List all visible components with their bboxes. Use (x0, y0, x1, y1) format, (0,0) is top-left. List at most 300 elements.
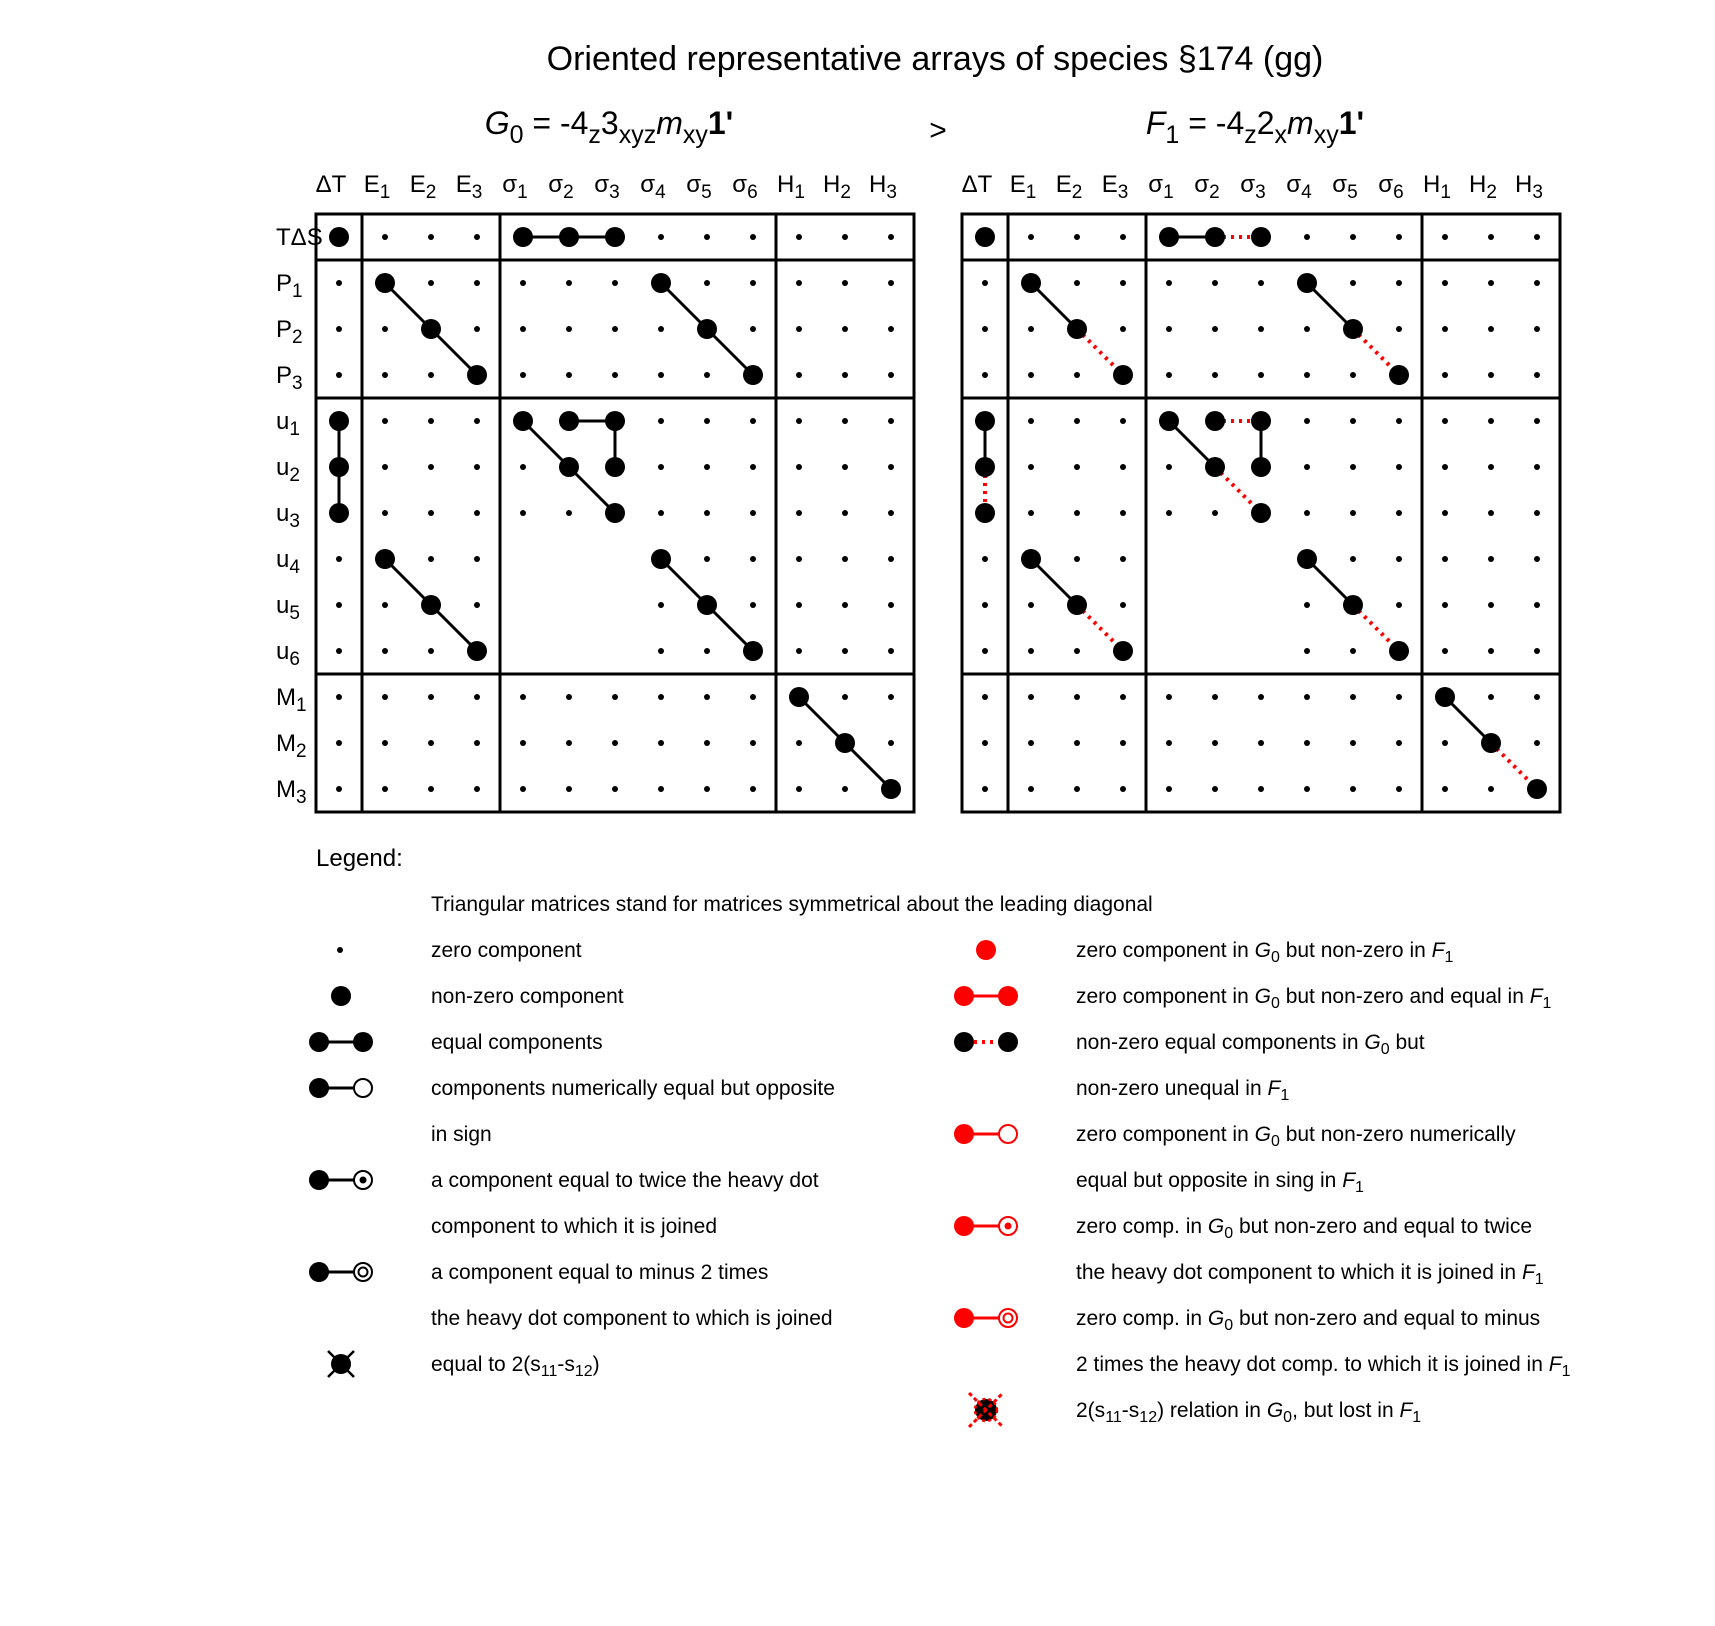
text-run: equal to 2(s (431, 1353, 541, 1376)
text-run: 2(s (1076, 1399, 1106, 1422)
zero-component (704, 418, 710, 424)
text-run: F (1529, 985, 1543, 1008)
zero-component (1442, 234, 1448, 240)
zero-component (566, 280, 572, 286)
zero-component (1396, 464, 1402, 470)
legend-text (431, 1215, 717, 1238)
text-run: F (1548, 1353, 1562, 1376)
zero-component (612, 786, 618, 792)
nonzero-component (421, 319, 441, 339)
zero-component (982, 694, 988, 700)
zero-component (382, 372, 388, 378)
text-run: 2 (1209, 182, 1220, 204)
nonzero-component (1343, 319, 1363, 339)
legend-symbol-dotted-link (954, 1032, 1018, 1052)
nonzero-component (467, 641, 487, 661)
nonzero-component (605, 503, 625, 523)
text-run: G (1254, 939, 1271, 962)
zero-component (1442, 648, 1448, 654)
zero-component (474, 740, 480, 746)
text-run: G (1254, 985, 1271, 1008)
zero-component (750, 602, 756, 608)
zero-component (1350, 740, 1356, 746)
legend-text (1076, 939, 1453, 966)
text-run: 1 (1412, 1409, 1422, 1427)
zero-component (982, 602, 988, 608)
row-label (276, 684, 307, 716)
zero-component (1028, 326, 1034, 332)
text-run: 1 (292, 281, 303, 303)
row-label (276, 638, 300, 670)
nonzero-component (1067, 319, 1087, 339)
zero-component (1442, 464, 1448, 470)
text-run: 0 (1380, 1041, 1390, 1059)
text-run: 11 (1105, 1409, 1122, 1427)
zero-component (1534, 418, 1540, 424)
text-run: TΔS (276, 224, 323, 251)
zero-component (796, 510, 802, 516)
text-run: 0 (1270, 1133, 1280, 1151)
text-run: xyz (618, 120, 657, 149)
column-label (1469, 171, 1497, 203)
zero-component (750, 786, 756, 792)
text-run: 2 (1071, 182, 1083, 204)
zero-component (1258, 694, 1264, 700)
zero-component (704, 556, 710, 562)
zero-component (1166, 326, 1172, 332)
zero-component (1258, 786, 1264, 792)
zero-component (1028, 602, 1034, 608)
zero-component (1350, 464, 1356, 470)
text-run: H (777, 171, 795, 198)
text-run: G (1266, 1399, 1284, 1422)
zero-component (612, 740, 618, 746)
column-label (823, 171, 851, 203)
zero-component (1442, 326, 1448, 332)
zero-component (336, 556, 342, 562)
nonzero-component (1113, 641, 1133, 661)
zero-component (1350, 648, 1356, 654)
nonzero-component (1297, 549, 1317, 569)
nonzero-component (513, 411, 533, 431)
text-run: but non-zero and equal to minus (1233, 1307, 1541, 1330)
legend-text (431, 1123, 492, 1146)
matrix-g0 (276, 105, 914, 812)
zero-component (1396, 418, 1402, 424)
text-run: F (1399, 1399, 1413, 1422)
text-run: 0 (1224, 1317, 1234, 1335)
zero-component (1442, 556, 1448, 562)
nonzero-component (789, 687, 809, 707)
text-run: 11 (540, 1363, 558, 1381)
text-run: u (276, 592, 290, 619)
symbol-heavy-dot (954, 1032, 974, 1052)
zero-component (382, 694, 388, 700)
zero-component (1028, 372, 1034, 378)
zero-component (1074, 372, 1080, 378)
column-label (1332, 171, 1357, 203)
text-run: 1 (794, 182, 805, 204)
row-label (276, 270, 303, 302)
legend-text (1076, 1261, 1544, 1288)
text-run: E (409, 171, 426, 198)
column-label (1240, 171, 1265, 203)
text-run: 12 (1139, 1409, 1158, 1427)
zero-component (1166, 372, 1172, 378)
zero-component (1120, 464, 1126, 470)
text-run: zero comp. in (1076, 1307, 1208, 1330)
zero-component (658, 740, 664, 746)
zero-component (658, 786, 664, 792)
legend-text (1076, 1169, 1364, 1196)
zero-component (796, 556, 802, 562)
symbol-heavy-dot (954, 1124, 974, 1144)
symbol-second-dot (998, 1032, 1018, 1052)
zero-component (428, 510, 434, 516)
text-run: 2 (292, 327, 303, 349)
text-run: the heavy dot component to which is joined (431, 1307, 833, 1330)
zero-component (1166, 510, 1172, 516)
zero-component (888, 694, 894, 700)
symbol-center-dot (360, 1177, 367, 1184)
column-label (1194, 171, 1219, 203)
legend-text (431, 985, 624, 1008)
nonzero-component (881, 779, 901, 799)
zero-component (1028, 786, 1034, 792)
text-run: 3 (1117, 182, 1129, 204)
zero-component (1166, 464, 1172, 470)
zero-component (704, 280, 710, 286)
zero-component (842, 556, 848, 562)
text-run: 1 (1440, 182, 1451, 204)
text-run: 6 (289, 649, 300, 671)
zero-component (796, 418, 802, 424)
text-run: σ (594, 171, 610, 198)
zero-component (1488, 648, 1494, 654)
text-run: a component equal to minus 2 times (431, 1261, 769, 1284)
matrices (276, 105, 1560, 812)
zero-component (1534, 648, 1540, 654)
text-run: 2 (563, 182, 574, 204)
zero-component (1074, 786, 1080, 792)
zero-component (1304, 648, 1310, 654)
nonzero-component (1435, 687, 1455, 707)
nonzero-component (1067, 595, 1087, 615)
nonzero-component (1021, 549, 1041, 569)
zero-component (1396, 280, 1402, 286)
nonzero-component (1389, 365, 1409, 385)
column-label (1148, 171, 1173, 203)
zero-component (1028, 510, 1034, 516)
zero-component (842, 464, 848, 470)
zero-component (1120, 694, 1126, 700)
zero-component (520, 464, 526, 470)
text-run: σ (732, 171, 748, 198)
zero-component (1120, 602, 1126, 608)
zero-component (1074, 510, 1080, 516)
zero-component (1442, 740, 1448, 746)
zero-component (658, 326, 664, 332)
legend-symbol-red-opposite (954, 1124, 1017, 1144)
zero-component (382, 510, 388, 516)
text-run: 0 (1224, 1225, 1234, 1243)
zero-component (1488, 234, 1494, 240)
nonzero-component (1159, 227, 1179, 247)
text-run: 5 (701, 182, 712, 204)
legend-text (431, 1031, 603, 1054)
text-run: σ (1332, 171, 1348, 198)
nonzero-component (421, 595, 441, 615)
text-run: -s (557, 1353, 575, 1376)
zero-component (658, 464, 664, 470)
zero-component (336, 648, 342, 654)
legend-text (431, 1353, 600, 1380)
zero-component (566, 510, 572, 516)
zero-component (1166, 694, 1172, 700)
zero-component (1488, 418, 1494, 424)
zero-component (658, 694, 664, 700)
text-run: the heavy dot component to which it is joined in (1076, 1261, 1522, 1284)
text-run: non-zero unequal in (1076, 1077, 1268, 1100)
zero-component (336, 786, 342, 792)
nonzero-component (835, 733, 855, 753)
zero-component (474, 786, 480, 792)
zero-component (1212, 694, 1218, 700)
text-run: zero comp. in (1076, 1215, 1208, 1238)
zero-component (888, 326, 894, 332)
zero-component (612, 694, 618, 700)
zero-component (1028, 418, 1034, 424)
symbol-small-dot (337, 947, 343, 953)
zero-component (1304, 326, 1310, 332)
text-run: but non-zero in (1279, 939, 1432, 962)
matrix-formula (1146, 105, 1364, 149)
column-label (316, 171, 347, 198)
nonzero-component (1251, 503, 1271, 523)
zero-component (1488, 464, 1494, 470)
zero-component (1442, 372, 1448, 378)
nonzero-component (1113, 365, 1133, 385)
text-run: but non-zero and equal in (1279, 985, 1530, 1008)
text-run: = -4 (1179, 105, 1245, 141)
symbol-open-dot (999, 1125, 1017, 1143)
text-run: 4 (1301, 182, 1312, 204)
text-run: a component equal to twice the heavy dot (431, 1169, 819, 1192)
zero-component (1120, 234, 1126, 240)
zero-component (1120, 280, 1126, 286)
nonzero-component (375, 549, 395, 569)
zero-component (336, 372, 342, 378)
zero-component (750, 510, 756, 516)
legend-text (1076, 1123, 1516, 1150)
symbol-heavy-dot (954, 986, 974, 1006)
column-label (1378, 171, 1403, 203)
column-label (364, 171, 391, 203)
zero-component (750, 280, 756, 286)
zero-component (1488, 510, 1494, 516)
zero-component (982, 556, 988, 562)
zero-component (1534, 694, 1540, 700)
text-run: G (484, 105, 510, 141)
zero-component (1166, 786, 1172, 792)
zero-component (982, 326, 988, 332)
zero-component (566, 326, 572, 332)
legend-symbol-red-minus-two (954, 1308, 1017, 1328)
text-run: E (455, 171, 472, 198)
legend-text (1076, 1353, 1571, 1380)
zero-component (1304, 418, 1310, 424)
text-run: ΔT (961, 171, 993, 198)
zero-component (750, 234, 756, 240)
text-run: 1 (1165, 120, 1180, 149)
zero-component (842, 418, 848, 424)
column-label (686, 171, 711, 203)
zero-component (1442, 602, 1448, 608)
text-run: 6 (1393, 182, 1404, 204)
zero-component (1166, 740, 1172, 746)
zero-component (1074, 694, 1080, 700)
text-run: ΔT (315, 171, 347, 198)
text-run: u (276, 408, 290, 435)
zero-component (1212, 280, 1218, 286)
column-label (548, 171, 573, 203)
zero-component (612, 326, 618, 332)
matrix-f1 (962, 105, 1560, 812)
symbol-heavy-dot (309, 1032, 329, 1052)
zero-component (474, 602, 480, 608)
text-run: σ (1286, 171, 1302, 198)
text-run: component to which it is joined (431, 1215, 717, 1238)
column-label (1010, 171, 1037, 203)
zero-component (428, 464, 434, 470)
zero-component (1442, 280, 1448, 286)
zero-component (1028, 464, 1034, 470)
zero-component (888, 372, 894, 378)
legend-text (1076, 1307, 1540, 1334)
nonzero-component (1481, 733, 1501, 753)
text-run: F (1431, 939, 1445, 962)
zero-component (428, 418, 434, 424)
text-run: in sign (431, 1123, 492, 1146)
zero-component (796, 740, 802, 746)
column-label (869, 171, 897, 203)
zero-component (1120, 418, 1126, 424)
zero-component (428, 786, 434, 792)
nonzero-component (697, 595, 717, 615)
zero-component (612, 280, 618, 286)
symbol-heavy-dot (309, 1262, 329, 1282)
text-run: -s (1121, 1399, 1140, 1422)
text-run: 2 (425, 182, 437, 204)
text-run: m (656, 105, 683, 141)
row-label (276, 592, 300, 624)
zero-component (1212, 510, 1218, 516)
text-run: 5 (1347, 182, 1358, 204)
text-run: xy (682, 120, 708, 149)
zero-component (888, 280, 894, 286)
nonzero-component (605, 411, 625, 431)
text-run: G (1207, 1307, 1225, 1330)
zero-component (1258, 280, 1264, 286)
comparator-symbol: > (929, 114, 947, 147)
symbol-open-dot (354, 1079, 372, 1097)
text-run: M (276, 730, 296, 757)
zero-component (1304, 510, 1310, 516)
text-run: σ (1240, 171, 1256, 198)
text-run: F (1342, 1169, 1356, 1192)
zero-component (1350, 372, 1356, 378)
legend-symbol-opposite (309, 1078, 372, 1098)
text-run: H (823, 171, 841, 198)
zero-component (704, 694, 710, 700)
zero-component (704, 510, 710, 516)
zero-component (982, 740, 988, 746)
zero-component (428, 740, 434, 746)
zero-component (1396, 234, 1402, 240)
text-run: non-zero component (431, 985, 624, 1008)
zero-component (1534, 556, 1540, 562)
zero-component (1488, 694, 1494, 700)
text-run: G (1364, 1031, 1381, 1054)
text-run: 2 (1486, 182, 1497, 204)
text-run: 5 (289, 603, 300, 625)
zero-component (428, 234, 434, 240)
text-run: 4 (655, 182, 666, 204)
zero-component (382, 740, 388, 746)
text-run: σ (640, 171, 656, 198)
zero-component (336, 602, 342, 608)
text-run: 2 (296, 741, 307, 763)
zero-component (1258, 326, 1264, 332)
legend-text (1076, 985, 1552, 1012)
text-run: σ (1378, 171, 1394, 198)
zero-component (1028, 648, 1034, 654)
zero-component (1120, 740, 1126, 746)
text-run: zero component in (1076, 985, 1255, 1008)
text-run: u (276, 454, 290, 481)
text-run: 1' (1338, 105, 1365, 141)
text-run: P (276, 362, 293, 389)
row-label (276, 500, 300, 532)
zero-component (1074, 464, 1080, 470)
zero-component (474, 280, 480, 286)
nonzero-component (743, 365, 763, 385)
legend-text (1076, 1399, 1421, 1426)
zero-component (842, 234, 848, 240)
zero-component (658, 234, 664, 240)
text-run: x (1274, 120, 1288, 149)
zero-component (1350, 556, 1356, 562)
zero-component (1304, 786, 1310, 792)
legend-symbol-red-equal (954, 986, 1018, 1006)
text-run: , but lost in (1292, 1399, 1400, 1422)
zero-component (1166, 280, 1172, 286)
zero-component (566, 372, 572, 378)
zero-component (888, 602, 894, 608)
zero-component (842, 786, 848, 792)
zero-component (1074, 556, 1080, 562)
symbol-heavy-dot (309, 1078, 329, 1098)
text-run: 3 (600, 105, 619, 141)
nonzero-component (329, 457, 349, 477)
zero-component (1258, 372, 1264, 378)
text-run: E (1009, 171, 1026, 198)
column-label (1286, 171, 1312, 203)
zero-component (566, 786, 572, 792)
text-run: H (1469, 171, 1487, 198)
text-run: M (276, 684, 296, 711)
row-label (276, 730, 307, 762)
